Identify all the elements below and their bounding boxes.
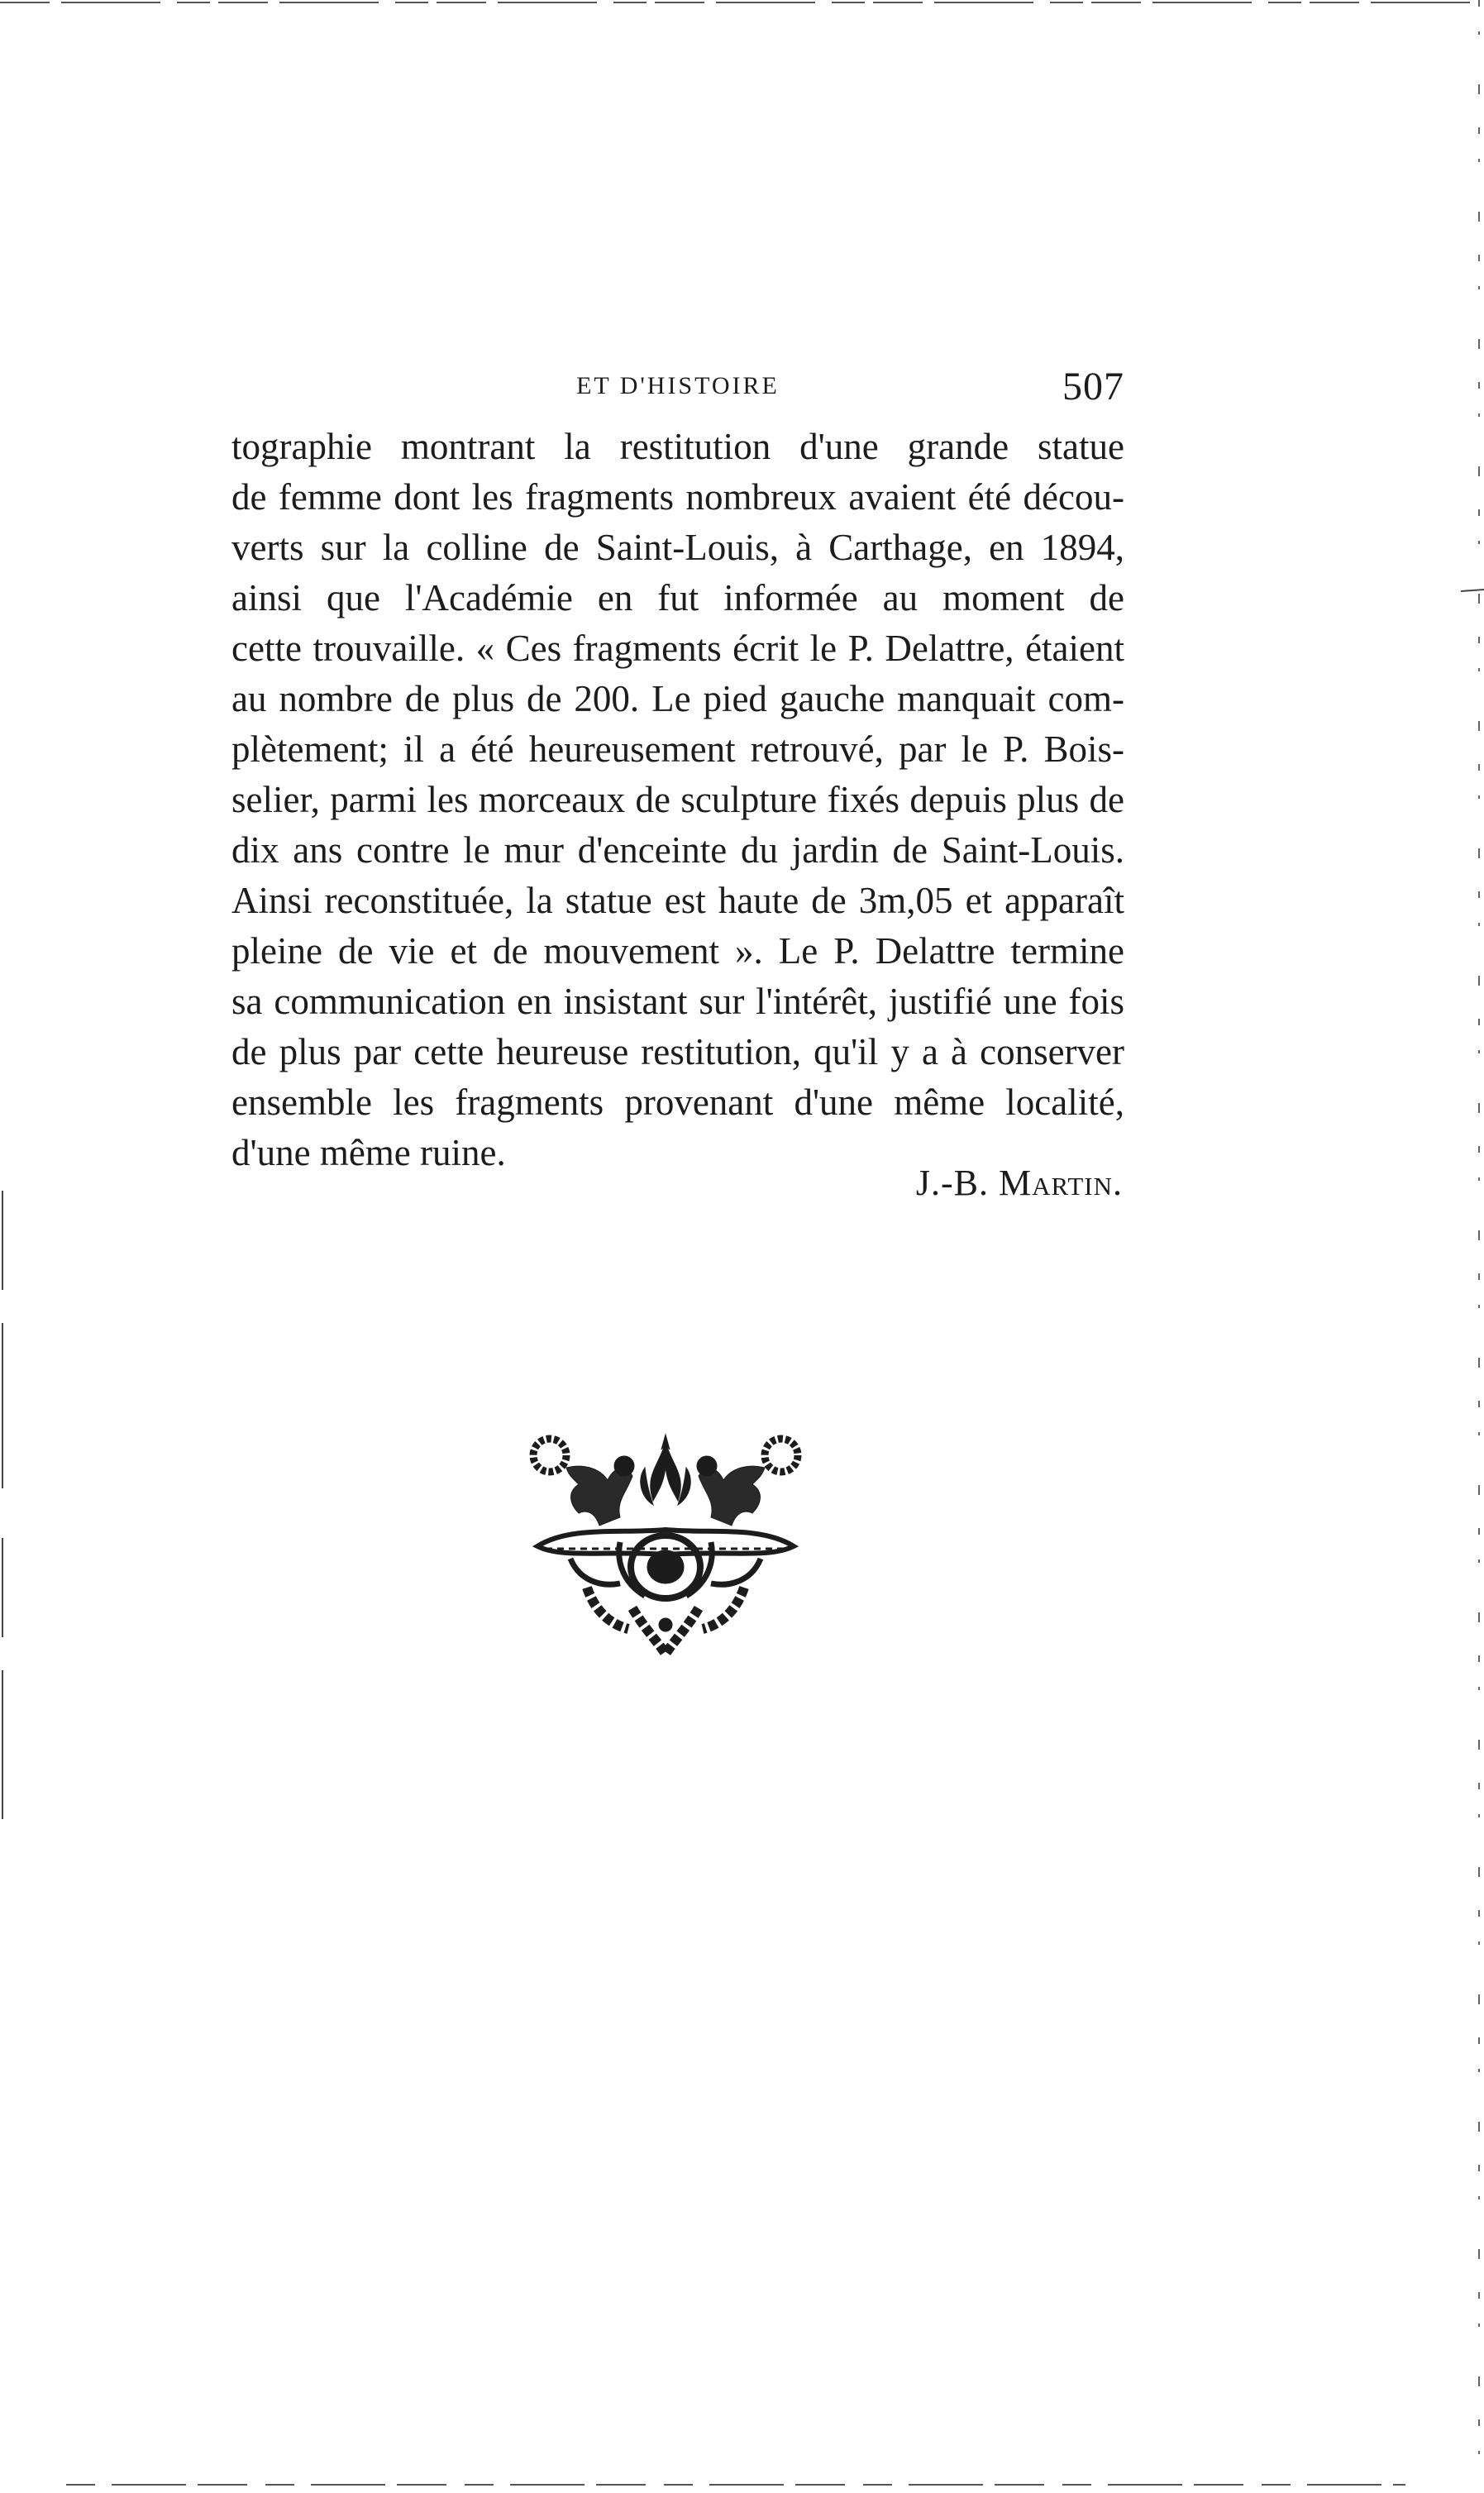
- text-line: sa communication en insistant sur l'intérêt, justifié une fois: [231, 981, 1124, 1022]
- left-edge-scan-artifact: [0, 0, 8, 2493]
- text-line: ensemble les fragments provenant d'une même localité,: [231, 1082, 1124, 1123]
- text-line: verts sur la colline de Saint-Louis, à Carthage, en 1894,: [231, 527, 1124, 568]
- text-line: d'une même ruine.: [231, 1132, 506, 1173]
- top-edge-scan-artifact: [0, 0, 1484, 10]
- text-line: de femme dont les fragments nombreux avaient été décou-: [231, 476, 1124, 518]
- bottom-edge-scan-artifact: [0, 2473, 1484, 2493]
- running-head: [231, 364, 1124, 422]
- text-line: dix ans contre le mur d'enceinte du jardin de Saint-Louis.: [231, 829, 1124, 871]
- signature-surname: Martin.: [999, 1163, 1123, 1203]
- page-number: 507: [1062, 365, 1124, 408]
- text-line: selier, parmi les morceaux de sculpture fixés depuis plus de: [231, 779, 1124, 820]
- text-line: tographie montrant la restitution d'une grande statue: [231, 426, 1124, 467]
- body-paragraph: [231, 422, 1124, 1178]
- text-line: au nombre de plus de 200. Le pied gauche manquait com-: [231, 678, 1124, 719]
- text-line: plètement; il a été heureusement retrouvé, par le P. Bois-: [231, 728, 1124, 770]
- text-line: de plus par cette heureuse restitution, qu'il y a à conserver: [231, 1031, 1124, 1072]
- text-line: cette trouvaille. « Ces fragments écrit le P. Delattre, étaient: [231, 628, 1124, 669]
- text-line: pleine de vie et de mouvement ». Le P. Delattre termine: [231, 930, 1124, 972]
- running-title: ET D'HISTOIRE: [576, 372, 780, 399]
- author-signature: [916, 1162, 1123, 1204]
- text-line: ainsi que l'Académie en fut informée au moment de: [231, 577, 1124, 618]
- ornamental-vignette-icon: [521, 1418, 810, 1658]
- text-line: Ainsi reconstituée, la statue est haute de 3m,05 et apparaît: [231, 880, 1124, 921]
- right-edge-scan-artifact: [1459, 0, 1484, 2493]
- signature-initials: J.-B.: [915, 1163, 990, 1203]
